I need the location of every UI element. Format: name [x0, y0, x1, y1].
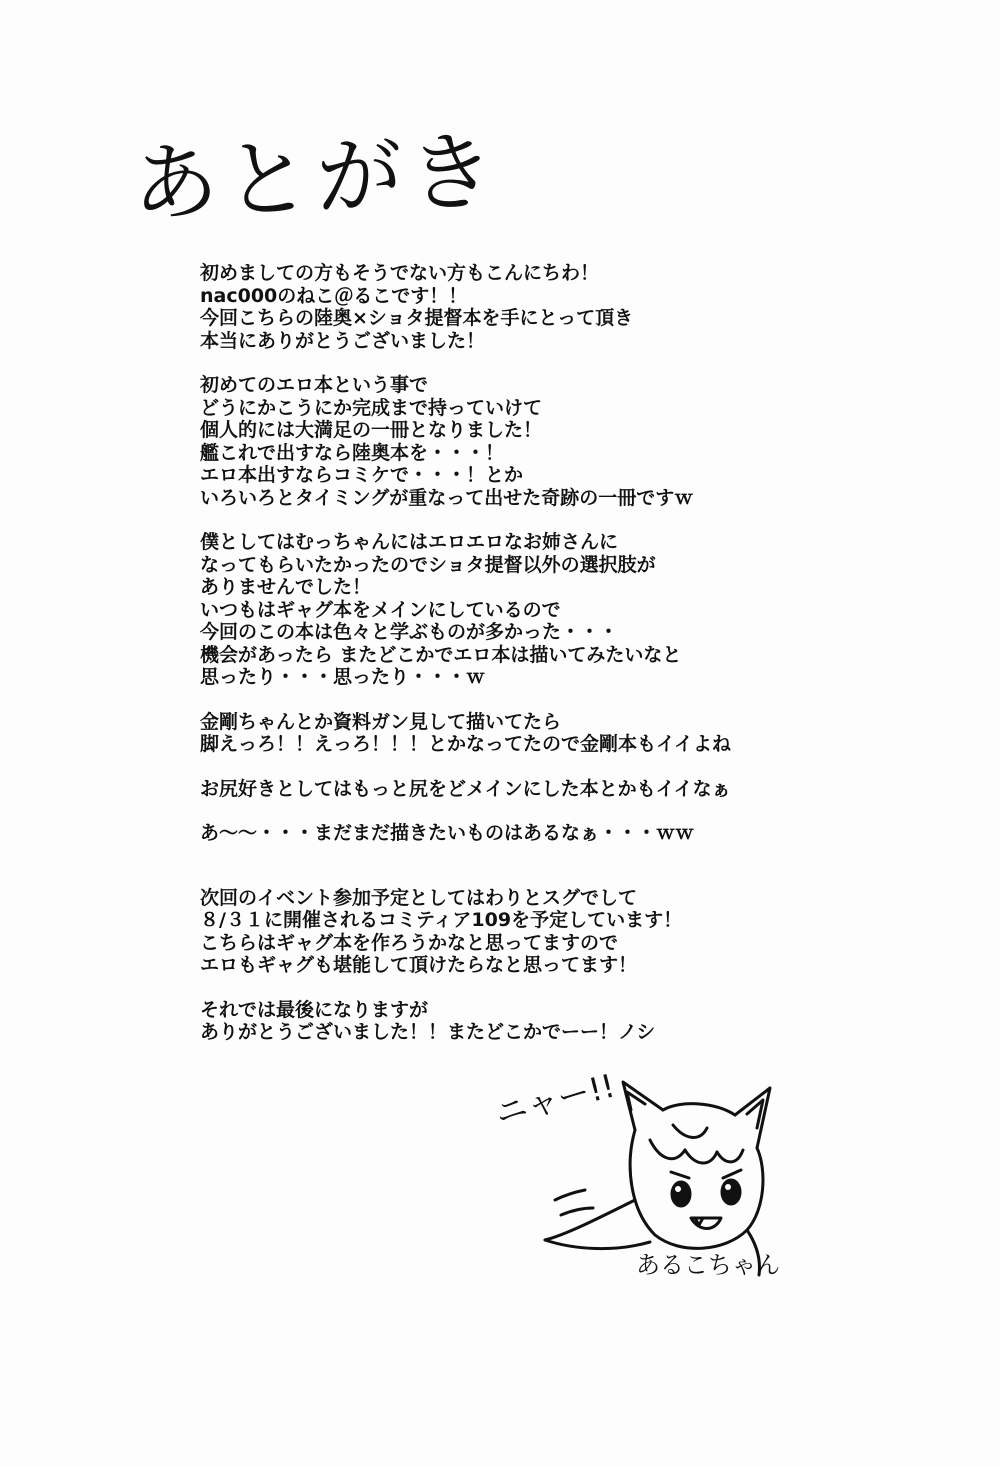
paragraph-kongou — [200, 711, 900, 756]
text-line: それでは最後になりますが — [200, 998, 429, 1021]
text-line: どうにかこうにか完成まで持っていけて — [200, 396, 543, 419]
text-line: 脚えっろ！！えっろ！！！とかなってたので金剛本もイイよね — [200, 733, 732, 755]
text-line: 次回のイベント参加予定としてはわりとスグでして — [200, 886, 638, 909]
text-line: ８/３１に開催されるコミティア109を予定しています！ — [200, 909, 683, 931]
text-line: こちらはギャグ本を作ろうかなと思ってますので — [200, 931, 619, 954]
paragraph-greeting — [200, 262, 900, 352]
paragraph-oshiri — [200, 778, 900, 801]
text-line: エロ本出すならコミケで・・・！とか — [200, 464, 524, 486]
text-line: ありがとうございました！！またどこかでーー！ノシ — [200, 1021, 656, 1043]
text-line: 個人的には大満足の一冊となりました！ — [200, 419, 543, 441]
afterword-body — [200, 262, 900, 1066]
nya-sound-effect: ニャー!! — [491, 1066, 619, 1133]
text-line: 本当にありがとうございました！ — [200, 329, 486, 352]
text-line: 初めましての方もそうでない方もこんにちわ！ — [200, 262, 600, 284]
text-line: なってもらいたかったのでショタ提督以外の選択肢が — [200, 553, 656, 576]
text-line: nac000のねこ＠るこです！！ — [200, 284, 468, 307]
text-line: 今回のこの本は色々と学ぶものが多かった・・・ — [200, 621, 619, 643]
paragraph-more — [200, 822, 900, 845]
signature: あるこちゃん — [636, 1251, 780, 1279]
text-line: 艦これで出すなら陸奥本を・・・！ — [200, 441, 505, 464]
text-line: あ〜〜・・・まだまだ描きたいものはあるなぁ・・・ｗｗ — [200, 822, 695, 844]
text-line: 僕としてはむっちゃんにはエロエロなお姉さんに — [200, 531, 619, 553]
text-line: 初めてのエロ本という事で — [200, 374, 429, 396]
paragraph-mutsu — [200, 531, 900, 689]
text-line: エロもギャグも堪能して頂けたらなと思ってます！ — [200, 954, 638, 976]
paragraph-next-event — [200, 887, 900, 977]
text-line: いつもはギャグ本をメインにしているので — [200, 598, 561, 621]
paragraph-closing — [200, 999, 900, 1044]
text-line: 思ったり・・・思ったり・・・ｗ — [200, 666, 486, 688]
text-line: 機会があったら またどこかでエロ本は描いてみたいなと — [200, 643, 682, 666]
text-line: 金剛ちゃんとか資料ガン見して描いてたら — [200, 710, 562, 733]
text-line: 今回こちらの陸奥×ショタ提督本を手にとって頂き — [200, 307, 634, 329]
page-title: あとがき — [130, 122, 502, 235]
text-line: いろいろとタイミングが重なって出せた奇跡の一冊ですｗ — [200, 486, 694, 509]
text-line: ありませんでした！ — [200, 576, 372, 598]
paragraph-first-book — [200, 374, 900, 509]
text-line: お尻好きとしてはもっと尻をどメインにした本とかもイイなぁ — [200, 777, 731, 800]
